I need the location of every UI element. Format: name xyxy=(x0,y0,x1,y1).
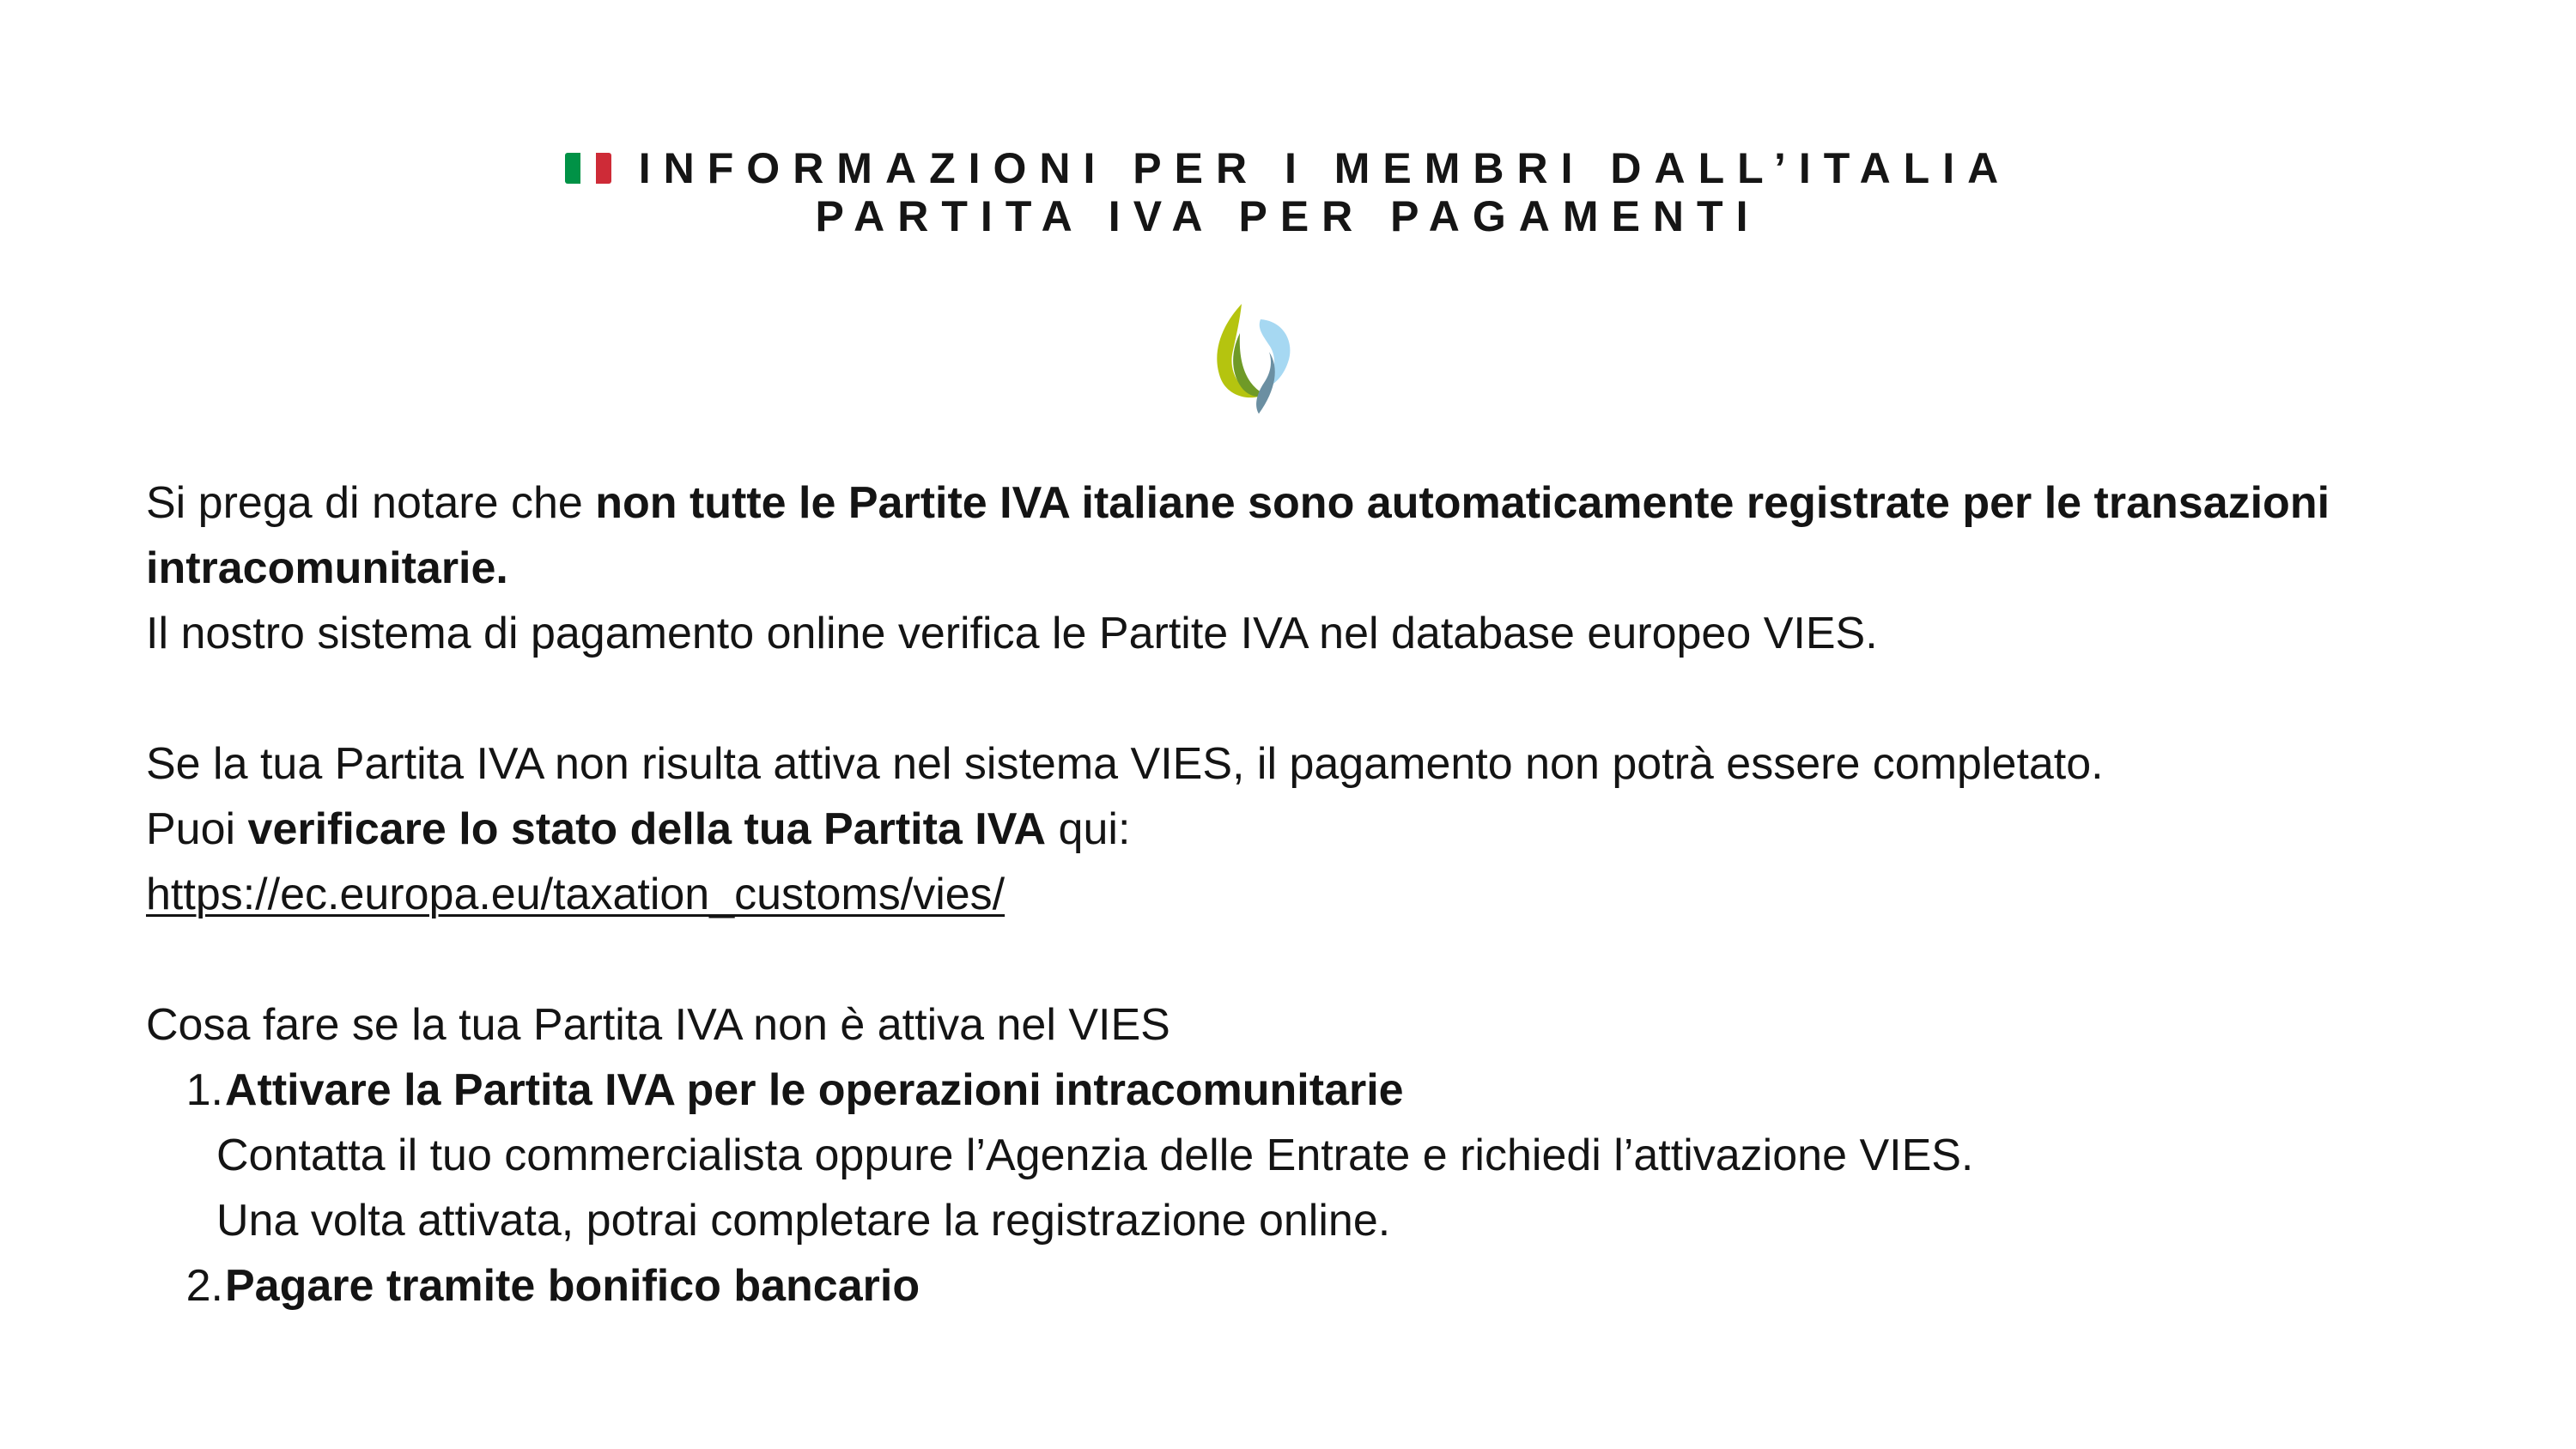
header-title-text: INFORMAZIONI PER I MEMBRI DALL’ITALIA xyxy=(638,144,2012,192)
list-item-number: 1. xyxy=(185,1065,223,1115)
intro-paragraph xyxy=(146,470,2490,601)
vies-line2 xyxy=(146,797,2490,862)
intro-bold-text: non tutte le Partite IVA italiane sono automaticamente registrate per le transazioni intracomunitarie. xyxy=(146,478,2330,593)
header-title-line1 xyxy=(0,144,2576,192)
leaf-drop-logo-icon xyxy=(1209,300,1295,417)
intro-text: Si prega di notare che xyxy=(146,478,596,528)
main-content xyxy=(146,470,2490,1319)
header-title-line2: PARTITA IVA PER PAGAMENTI xyxy=(815,192,1761,240)
list-item-title: Attivare la Partita IVA per le operazioni intracomunitarie xyxy=(225,1065,1404,1115)
list-item-number: 2. xyxy=(185,1261,223,1311)
vies-link[interactable]: https://ec.europa.eu/taxation_customs/vies/ xyxy=(146,870,1005,919)
vies-line2-after: qui: xyxy=(1046,804,1131,854)
vies-line2-before: Puoi xyxy=(146,804,248,854)
actions-heading: Cosa fare se la tua Partita IVA non è attiva nel VIES xyxy=(146,1000,1170,1050)
list-item-title: Pagare tramite bonifico bancario xyxy=(225,1261,920,1311)
vies-line2-bold: verificare lo stato della tua Partita IVA xyxy=(247,804,1047,854)
list-item xyxy=(146,1058,2490,1253)
list-item-desc: Una volta attivata, potrai completare la registrazione online. xyxy=(216,1196,1391,1246)
intro-line2: Il nostro sistema di pagamento online verifica le Partite IVA nel database europeo VIES. xyxy=(146,609,1878,658)
italy-flag-icon xyxy=(565,153,611,184)
page-header xyxy=(0,144,2576,240)
actions-list xyxy=(146,1058,2490,1319)
vies-line1: Se la tua Partita IVA non risulta attiva nel sistema VIES, il pagamento non potrà essere completato. xyxy=(146,739,2104,789)
list-item xyxy=(146,1253,2490,1319)
list-item-desc: Contatta il tuo commercialista oppure l’Agenzia delle Entrate e richiedi l’attivazione VIES. xyxy=(216,1131,1974,1180)
